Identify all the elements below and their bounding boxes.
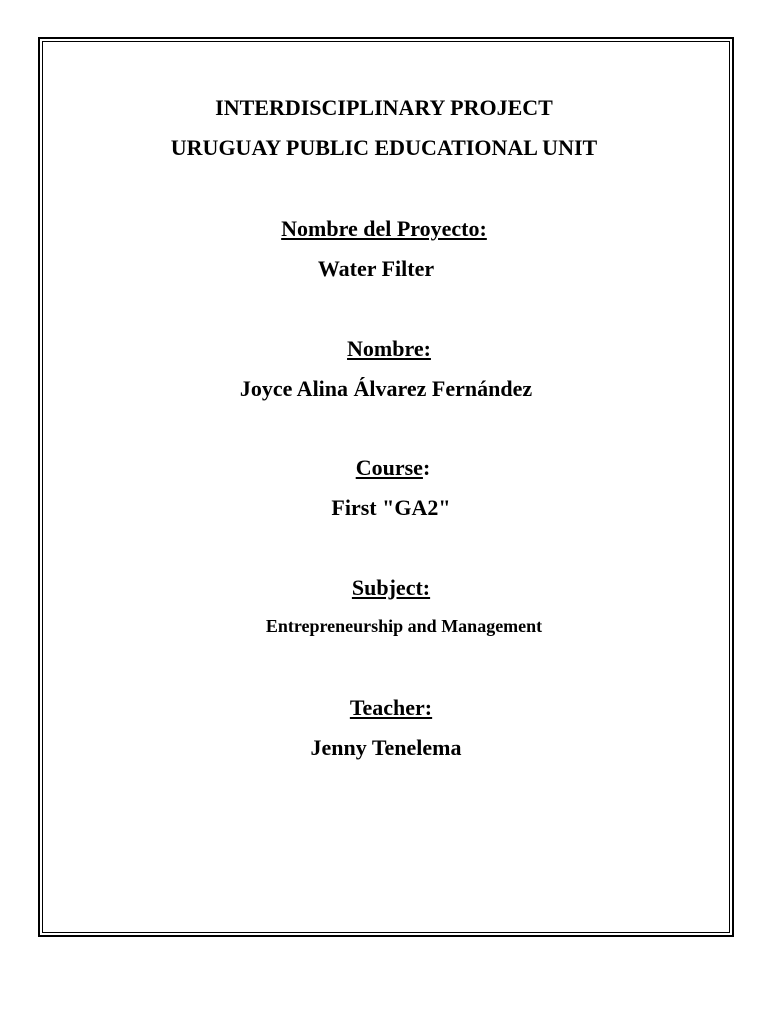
header-title: INTERDISCIPLINARY PROJECT [215,95,553,120]
project-name-value: Water Filter [317,256,435,281]
subject-label: Subject: [351,575,431,600]
page-border [38,37,734,937]
course-label-line [9,455,768,481]
course-label: Course [355,455,423,480]
student-name-value: Joyce Alina Álvarez Fernández [239,376,533,401]
student-name-label: Nombre: [347,336,431,361]
course-value: First "GA2" [331,495,451,520]
project-name-label: Nombre del Proyecto: [281,216,487,241]
subject-value: Entrepreneurship and Management [265,616,543,636]
header-subtitle: URUGUAY PUBLIC EDUCATIONAL UNIT [170,135,598,160]
course-label-colon: : [422,455,431,480]
teacher-value: Jenny Tenelema [310,735,462,760]
teacher-label: Teacher: [349,695,433,720]
